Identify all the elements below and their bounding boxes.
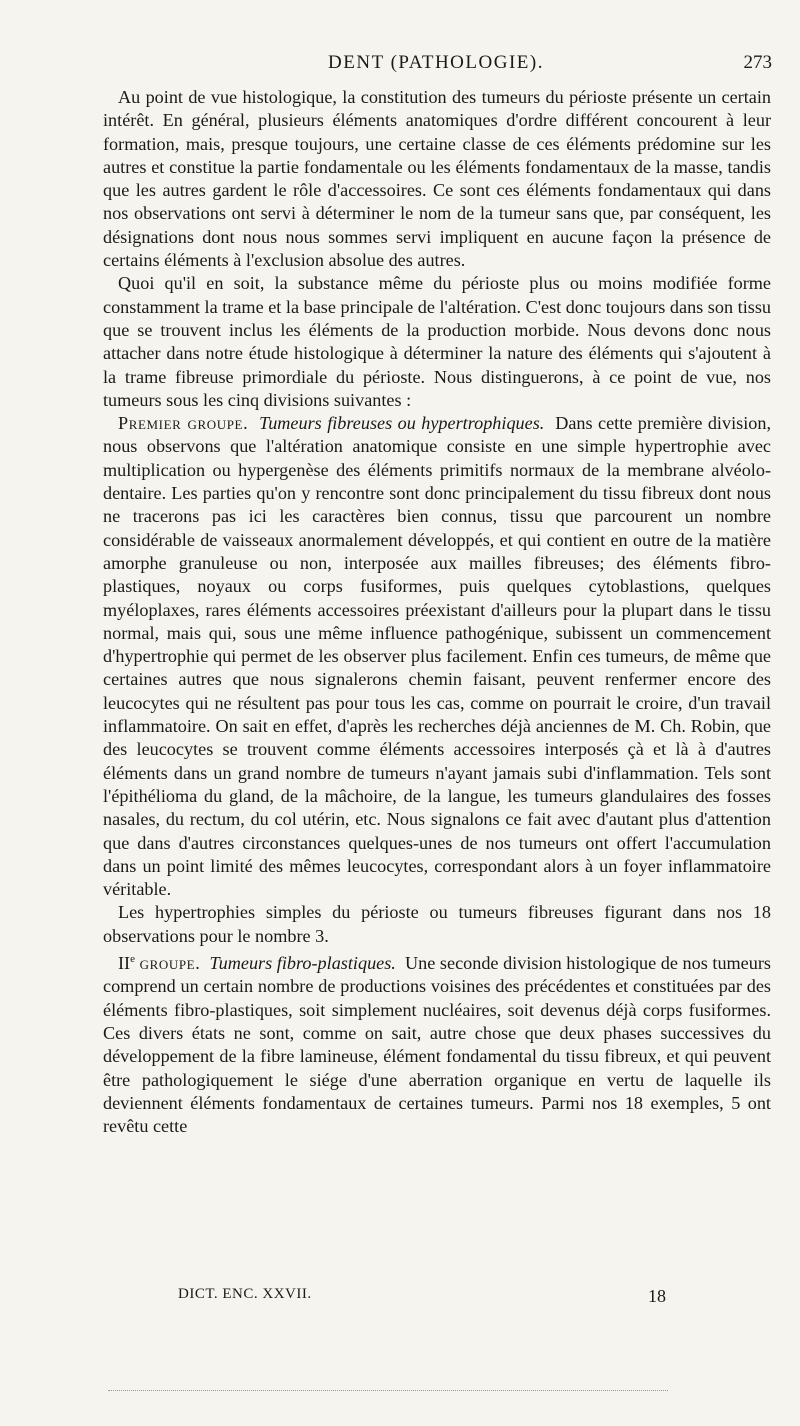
paragraph-hypertrophy-count: Les hypertrophies simples du périoste ou tumeurs fibreuses figurant dans nos 18 observations pour le nombre 3. [103, 902, 771, 946]
paragraph-substance-periosteum: Quoi qu'il en soit, la substance même du périoste plus ou moins modifiée forme constamment la trame et la base principale de l'altération. C'est donc toujours dans son tissu que se trouvent inclus les éléments de la production morbide. Nous devons donc nous attacher dans notre étude histologique à déterminer la nature des éléments qui s'ajoutent à la trame fibreuse primordiale du périoste. Nous distinguerons, à ce point de vue, nos tumeurs sous les cinq divisions suivantes : [103, 273, 771, 410]
running-head-title: DENT (PATHOLOGIE). [328, 52, 544, 73]
group-numeral-suffix: e [130, 952, 136, 965]
printer-signature: DICT. ENC. XXVII. [178, 1286, 312, 1302]
group-text: Une seconde division histologique de nos tumeurs comprend un certain nombre de productions voisines des précédentes et constituées par des éléments fibro-plastiques, soit simplement nucléaires, soit devenus déjà corps fusiformes. Ces divers états ne sont, comme on sait, autre chose que deux phases successives du développement de la fibre lamineuse, élément fondamental du tissu fibreux, et qui peuvent être pathologiquement le siége d'une aberration organique en vertu de laquelle ils deviennent éléments fondamentaux de certaines tumeurs. Parmi nos 18 exemples, 5 ont revêtu cette [103, 953, 771, 1137]
group-text: Dans cette première division, nous observons que l'altération anatomique consiste en une simple hypertrophie avec multiplication ou hypergenèse des éléments primitifs normaux de la membrane alvéolo-dentaire. Les parties qu'on y rencontre sont donc principalement du tissu fibreux dont nous ne tracerons pas ici les caractères bien connus, tissu que parcourent un nombre considérable de vaisseaux anormalement développés, et qui contient en outre de la matière amorphe granuleuse ou non, interposée aux mailles fibreuses; des éléments fibro-plastiques, noyaux ou corps fusiformes, puis quelques cytoblastions, quelques myéloplaxes, rares éléments accessoires préexistant d'ailleurs pour la plupart dans le tissu normal, mais qui, sous une même influence pathogénique, subissent un commencement d'hypertrophie qui permet de les observer plus facilement. Enfin ces tumeurs, de même que certaines autres que nous signalerons chemin faisant, peuvent renfermer encore des leucocytes qui ne résultent pas pour tous les cas, comme on pourrait le croire, d'un travail inflammatoire. On sait en effet, d'après les recherches déjà anciennes de M. Ch. Robin, que des leucocytes se trouvent comme éléments accessoires interposés çà et là à d'autres éléments dans un grand nombre de tumeurs n'ayant jamais subi d'inflammation. Tels sont l'épithélioma du gland, de la mâchoire, de la langue, les tumeurs glandulaires des fosses nasales, du rectum, du col utérin, etc. Nous signalons ce fait avec d'autant plus d'attention que dans d'autres circonstances quelques-unes de nos tumeurs ont offert l'accumulation dans un point limité des mêmes leucocytes, correspondant alors à un foyer inflammatoire véritable. [103, 413, 771, 900]
page-number: 273 [743, 52, 772, 73]
sheet-number: 18 [648, 1286, 666, 1306]
group-numeral: II [118, 953, 131, 974]
bottom-edge-marks [108, 1390, 668, 1391]
group-title: Tumeurs fibreuses ou hypertrophiques. [259, 413, 545, 434]
paragraph-second-group [103, 948, 771, 1138]
group-label: Premier groupe. [118, 413, 249, 434]
group-label: groupe. [139, 953, 201, 974]
paragraph-first-group [103, 412, 771, 901]
group-title: Tumeurs fibro-plastiques. [209, 953, 396, 974]
body-text [103, 86, 771, 1138]
running-head [100, 52, 772, 76]
paragraph-histology-intro: Au point de vue histologique, la constitution des tumeurs du périoste présente un certain intérêt. En général, plusieurs éléments anatomiques d'ordre différent concourent à leur formation, mais, presque toujours, une certaine classe de ces éléments prédomine sur les autres et constitue la partie fondamentale ou les éléments fondamentaux de la masse, tandis que les autres gardent le rôle d'accessoires. Ce sont ces éléments fondamentaux qui dans nos observations ont servi à déterminer le nom de la tumeur sans que, par conséquent, les désignations dont nous nous sommes servi impliquent en aucune façon la présence de certains éléments à l'exclusion absolue des autres. [103, 87, 771, 271]
